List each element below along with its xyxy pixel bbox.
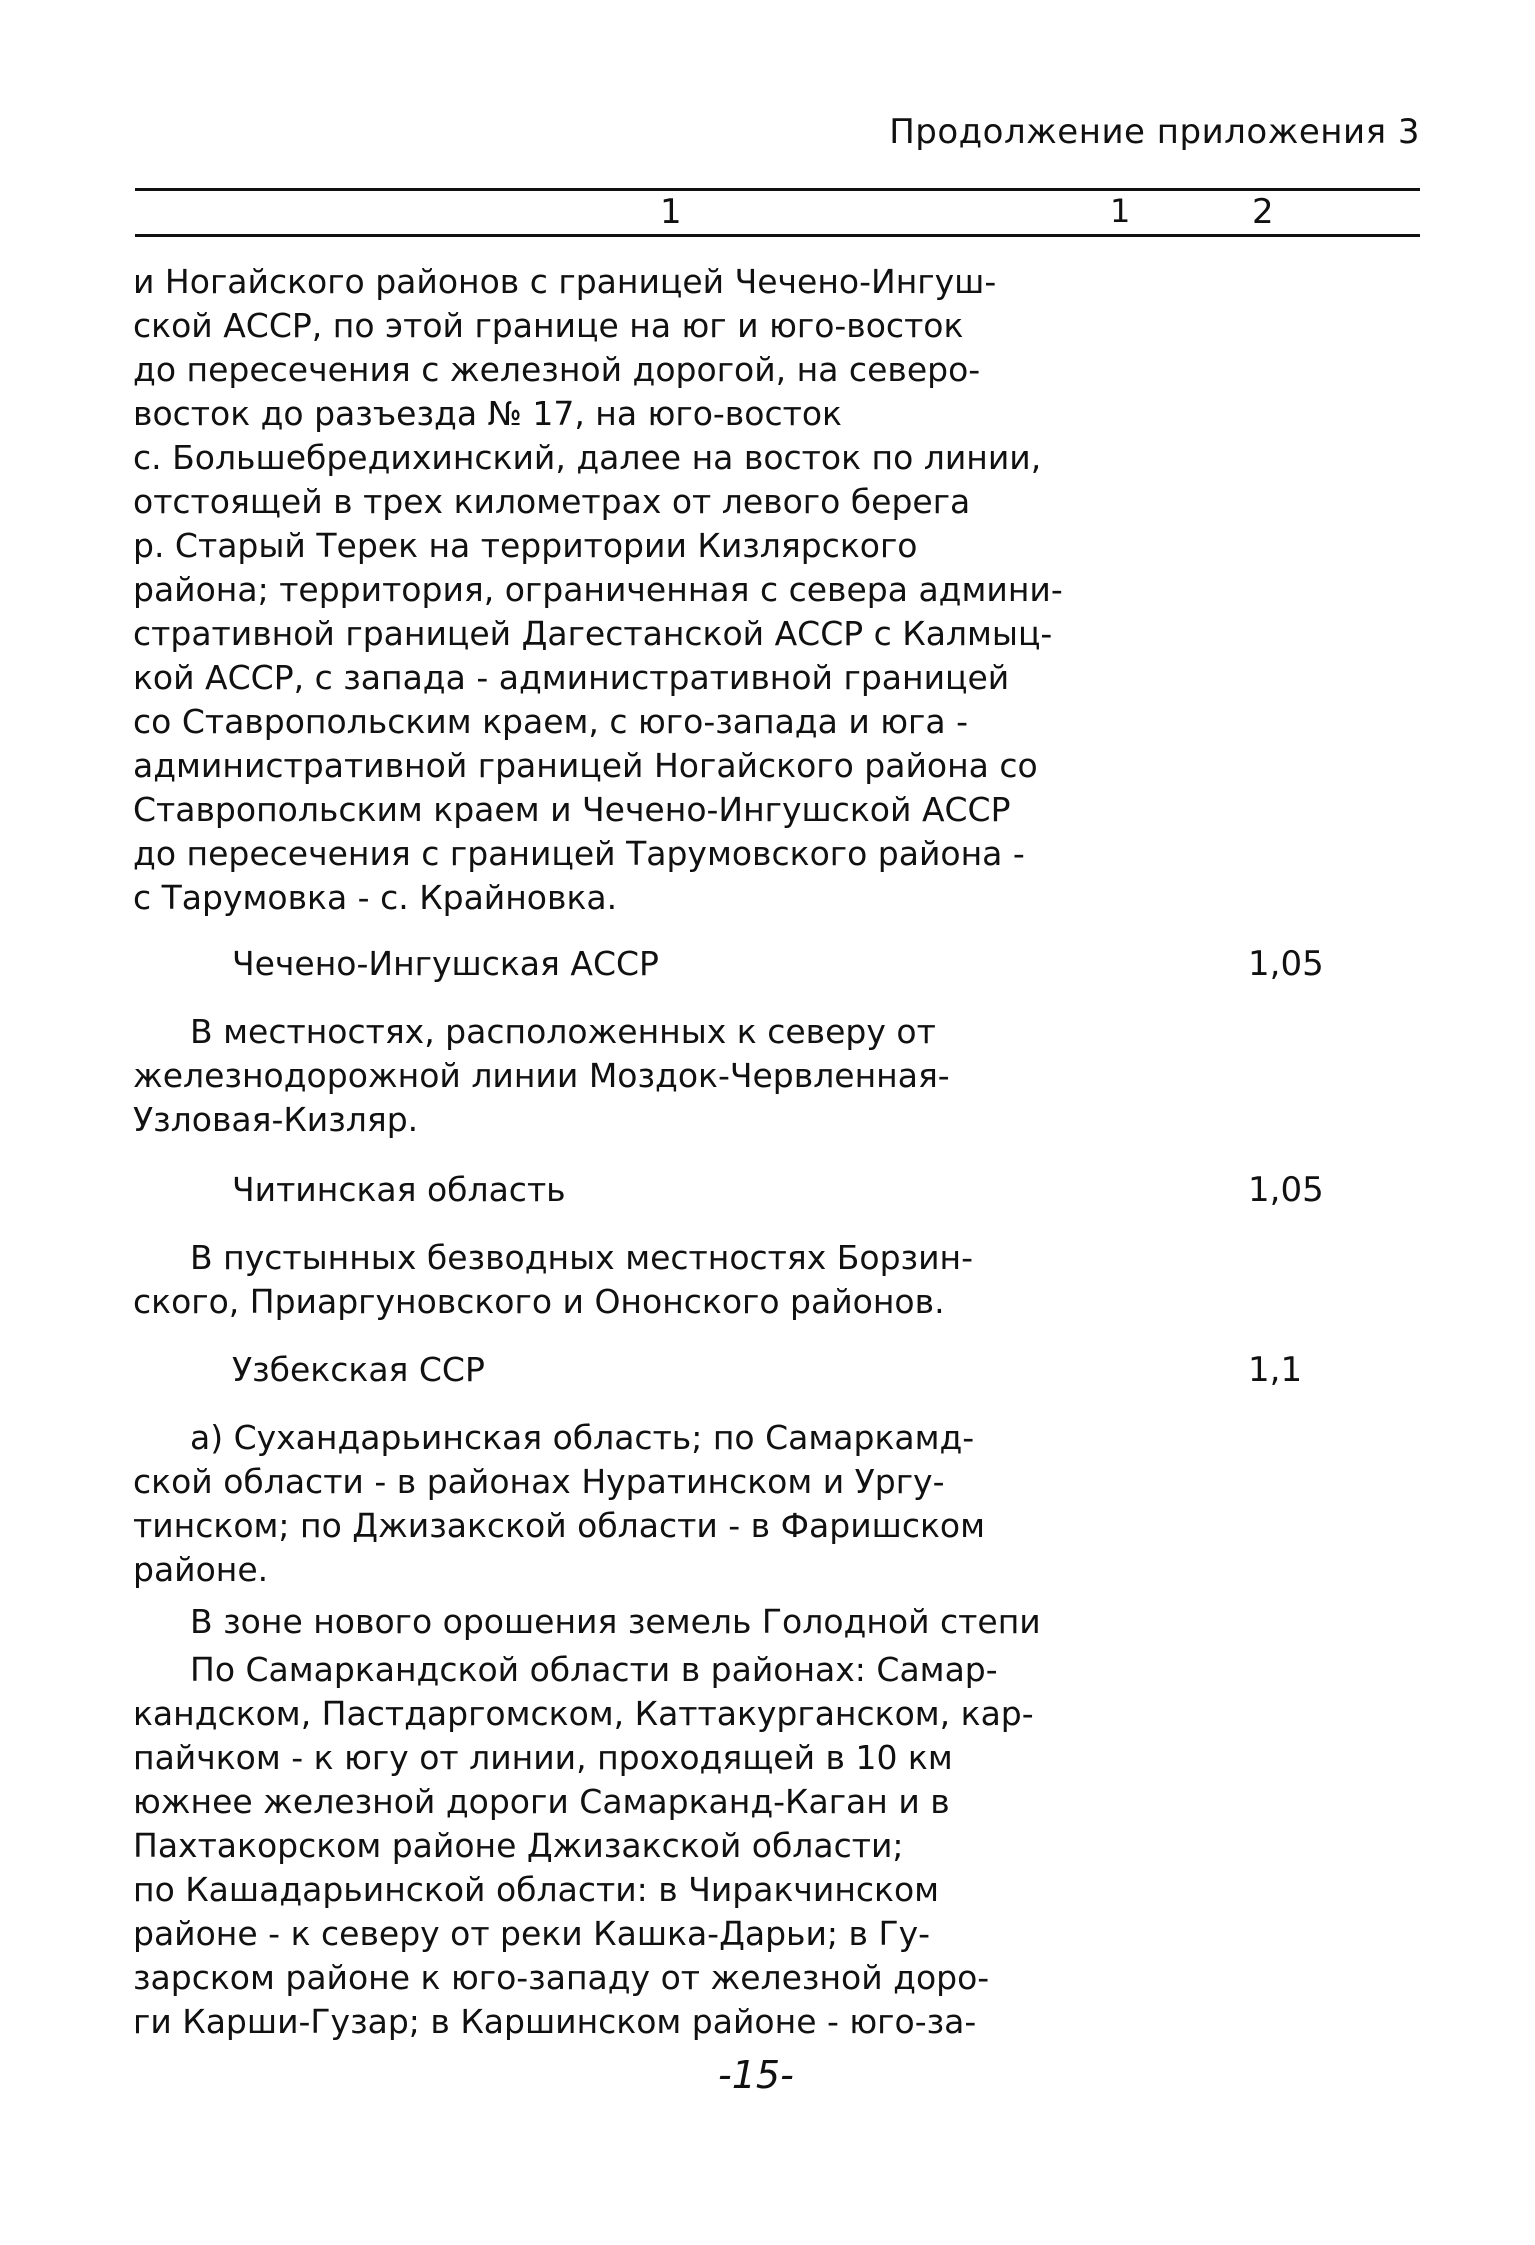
- text-line: Пахтакорском районе Джизакской области;: [133, 1826, 904, 1865]
- text-line: кандском, Пастдаргомском, Каттакурганском, кар-: [133, 1694, 1034, 1733]
- text-line: ги Карши-Гузар; в Каршинском районе - юго-за-: [133, 2002, 977, 2041]
- text-line: тинском; по Джизакской области - в Фаришском: [133, 1506, 986, 1545]
- text-line: По Самаркандской области в районах: Самар-: [190, 1650, 998, 1689]
- text-line: восток до разъезда № 17, на юго-восток: [133, 394, 842, 433]
- text-line: ской АССР, по этой границе на юг и юго-восток: [133, 306, 964, 345]
- text-line: районе.: [133, 1550, 269, 1589]
- text-line: зарском районе к юго-западу от железной доро-: [133, 1958, 990, 1997]
- text-line: с. Большебредихинский, далее на восток по линии,: [133, 438, 1042, 477]
- table-header-rule: [135, 234, 1420, 237]
- text-line: Узловая-Кизляр.: [133, 1100, 419, 1139]
- text-line: пайчком - к югу от линии, проходящей в 10 км: [133, 1738, 953, 1777]
- text-line: р. Старый Терек на территории Кизлярского: [133, 526, 918, 565]
- text-line: отстоящей в трех километрах от левого берега: [133, 482, 971, 521]
- text-line: ской области - в районах Нуратинском и Ургу-: [133, 1462, 945, 1501]
- text-line: стративной границей Дагестанской АССР с Калмыц-: [133, 614, 1053, 653]
- coefficient-value: 1,1: [1248, 1350, 1303, 1390]
- text-line: и Ногайского районов с границей Чечено-Ингуш-: [133, 262, 997, 301]
- text-line: В пустынных безводных местностях Борзин-: [190, 1238, 974, 1277]
- coefficient-value: 1,05: [1248, 944, 1324, 984]
- page-header: Продолжение приложения 3: [889, 112, 1420, 152]
- text-line: района; территория, ограниченная с севера админи-: [133, 570, 1063, 609]
- text-line: с Тарумовка - с. Крайновка.: [133, 878, 618, 917]
- text-line: В местностях, расположенных к северу от: [190, 1012, 936, 1051]
- column-2-number: 2: [1252, 192, 1274, 232]
- column-divider-mark: 1: [1110, 192, 1131, 230]
- text-line: В зоне нового орошения земель Голодной степи: [190, 1602, 1041, 1641]
- text-line: со Ставропольским краем, с юго-запада и юга -: [133, 702, 969, 741]
- text-line: административной границей Ногайского района со: [133, 746, 1038, 785]
- text-line: Ставропольским краем и Чечено-Ингушской АССР: [133, 790, 1011, 829]
- text-line: а) Сухандарьинская область; по Самаркамд-: [190, 1418, 975, 1457]
- text-line: ского, Приаргуновского и Ононского районов.: [133, 1282, 945, 1321]
- page-number: -15-: [718, 2053, 794, 2097]
- text-line: по Кашадарьинской области: в Чиракчинском: [133, 1870, 940, 1909]
- section-heading: Читинская область: [232, 1170, 566, 1209]
- text-line: железнодорожной линии Моздок-Червленная-: [133, 1056, 950, 1095]
- section-heading: Чечено-Ингушская АССР: [232, 944, 659, 983]
- text-line: кой АССР, с запада - административной границей: [133, 658, 1010, 697]
- text-line: южнее железной дороги Самарканд-Каган и в: [133, 1782, 950, 1821]
- text-line: районе - к северу от реки Кашка-Дарьи; в Гу-: [133, 1914, 931, 1953]
- table-top-rule: [135, 188, 1420, 191]
- text-line: до пересечения с железной дорогой, на северо-: [133, 350, 981, 389]
- section-heading: Узбекская ССР: [232, 1350, 485, 1389]
- coefficient-value: 1,05: [1248, 1170, 1324, 1210]
- text-line: до пересечения с границей Тарумовского района -: [133, 834, 1025, 873]
- column-1-number: 1: [660, 192, 682, 232]
